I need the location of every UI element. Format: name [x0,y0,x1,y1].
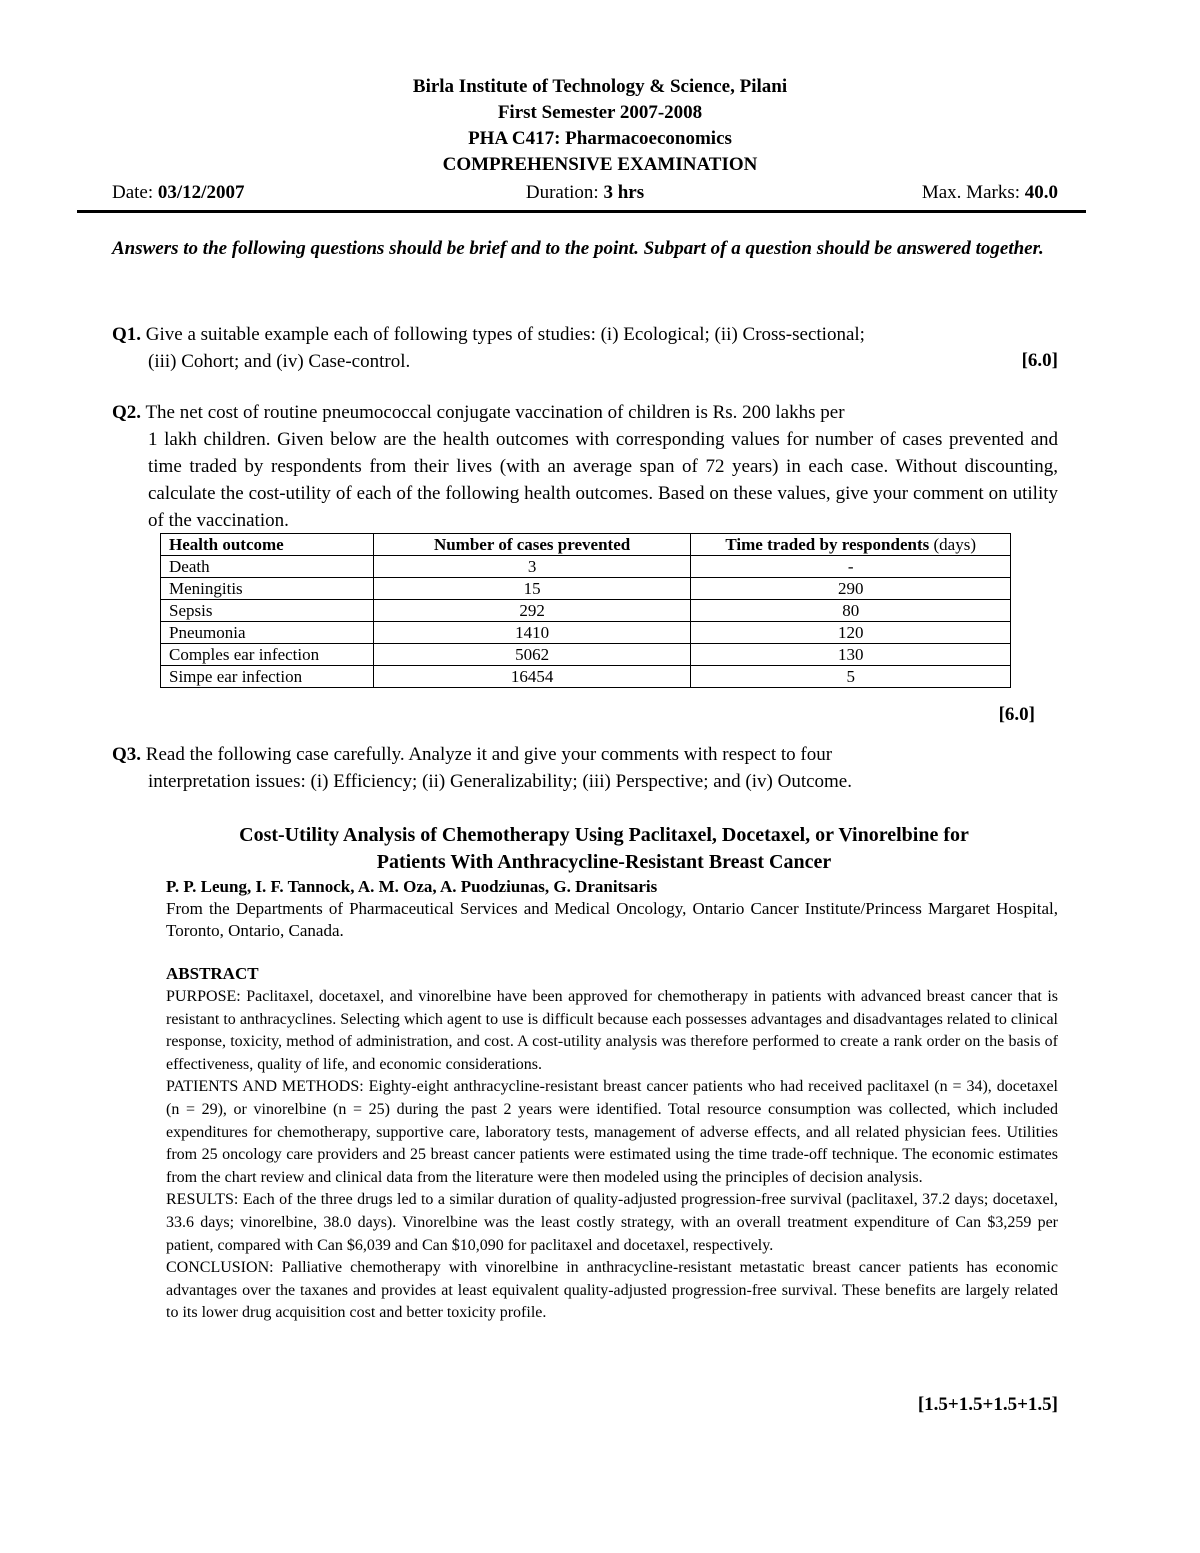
semester: First Semester 2007-2008 [497,102,703,123]
table-row: Simpe ear infection 16454 5 [161,666,1011,688]
abstract-body [166,986,1058,1325]
q2-label: Q2. [112,402,142,423]
abstract-methods: PATIENTS AND METHODS: Eighty-eight anthracycline-resistant breast cancer patients who had received paclitaxel (n = 34), docetaxel (n = 29), or vinorelbine (n = 25) during the past 2 years were identified. Total resource consumption was collected, which included expenditures for chemotherapy, supportive care, laboratory tests, management of adverse effects, and all related physician fees. Utilities from 25 oncology care providers and 25 breast cancer patients were estimated using the time trade-off technique. The economic estimates from the chart review and clinical data from the literature were then modeled using the principles of decision analysis. [166,1078,1058,1186]
article-title-line2: Patients With Anthracycline-Resistant Breast Cancer [376,851,832,873]
q1-line2: (iii) Cohort; and (iv) Case-control. [148,351,411,372]
q1-marks: [6.0] [1021,350,1058,371]
question-2 [112,399,1058,534]
q2-body: 1 lakh children. Given below are the health outcomes with corresponding values for number of cases prevented and time traded by respondents from their lives (with an average span of 72 years) in each case. Without discounting, calculate the cost-utility of each of the following health outcomes. Based on these values, give your comment on utility of the vaccination. [148,429,1058,531]
col-health-outcome: Health outcome [161,534,374,556]
exam-title: COMPREHENSIVE EXAMINATION [442,154,758,175]
table-header-row [161,534,1011,556]
table-row: Comples ear infection 5062 130 [161,644,1011,666]
institute-name: Birla Institute of Technology & Science, Pilani [412,76,788,97]
q3-line2: interpretation issues: (i) Efficiency; (ii) Generalizability; (iii) Perspective; and (iv) Outcome. [148,771,852,792]
q1-line1: Give a suitable example each of following types of studies: (i) Ecological; (ii) Cross-sectional; [141,324,865,345]
max-marks: Max. Marks: 40.0 [921,182,1058,203]
col-time-traded: Time traded by respondents (days) [691,534,1011,556]
abstract-results: RESULTS: Each of the three drugs led to a similar duration of quality-adjusted progression-free survival (paclitaxel, 37.2 days; docetaxel, 33.6 days; vinorelbine, 38.0 days). Vinorelbine was the least costly strategy, with an overall treatment expenditure of Can $3,259 per patient, compared with Can $6,039 and Can $10,090 for paclitaxel and docetaxel, respectively. [166,1191,1058,1254]
question-1 [112,321,1058,375]
duration: Duration: 3 hrs [525,182,645,203]
abstract-purpose: PURPOSE: Paclitaxel, docetaxel, and vinorelbine have been approved for chemotherapy in patients with advanced breast cancer that is resistant to anthracyclines. Selecting which agent to use is difficult because each possesses advantages and disadvantages related to clinical response, toxicity, method of administration, and cost. A cost-utility analysis was therefore performed to create a rank order on the basis of effectiveness, quality of life, and economic considerations. [166,988,1058,1073]
course-title: PHA C417: Pharmacoeconomics [468,128,732,149]
abstract-heading: ABSTRACT [166,964,259,983]
q1-label: Q1. [112,324,142,345]
q2-line1: The net cost of routine pneumococcal conjugate vaccination of children is Rs. 200 lakhs per [141,402,845,423]
q3-line1: Read the following case carefully. Analyze it and give your comments with respect to four [141,744,833,765]
q2-marks: [6.0] [998,704,1035,725]
table-row: Death 3 - [161,556,1011,578]
q3-marks: [1.5+1.5+1.5+1.5] [917,1394,1058,1415]
question-3 [112,741,1058,795]
exam-meta [112,180,1058,206]
date: Date: 03/12/2007 [112,182,245,203]
header-rule [77,210,1086,213]
abstract-conclusion: CONCLUSION: Palliative chemotherapy with vinorelbine in anthracycline-resistant metastatic breast cancer patients has economic advantages over the taxanes and provides at least equivalent quality-adjusted progression-free survival. These benefits are largely related to its lower drug acquisition cost and better toxicity profile. [166,1259,1058,1322]
health-outcomes-table [160,533,1011,688]
col-cases-prevented: Number of cases prevented [373,534,691,556]
article-authors: P. P. Leung, I. F. Tannock, A. M. Oza, A. Puodziunas, G. Dranitsaris [166,877,658,896]
instructions: Answers to the following questions should be brief and to the point. Subpart of a question should be answered together. [112,238,1044,259]
q3-label: Q3. [112,744,142,765]
table-row: Pneumonia 1410 120 [161,622,1011,644]
table-row: Meningitis 15 290 [161,578,1011,600]
table-row: Sepsis 292 80 [161,600,1011,622]
article-affiliation: From the Departments of Pharmaceutical Services and Medical Oncology, Ontario Cancer Institute/Princess Margaret Hospital, Toronto, Ontario, Canada. [166,899,1058,940]
article-title-line1: Cost-Utility Analysis of Chemotherapy Using Paclitaxel, Docetaxel, or Vinorelbine for [239,824,969,846]
